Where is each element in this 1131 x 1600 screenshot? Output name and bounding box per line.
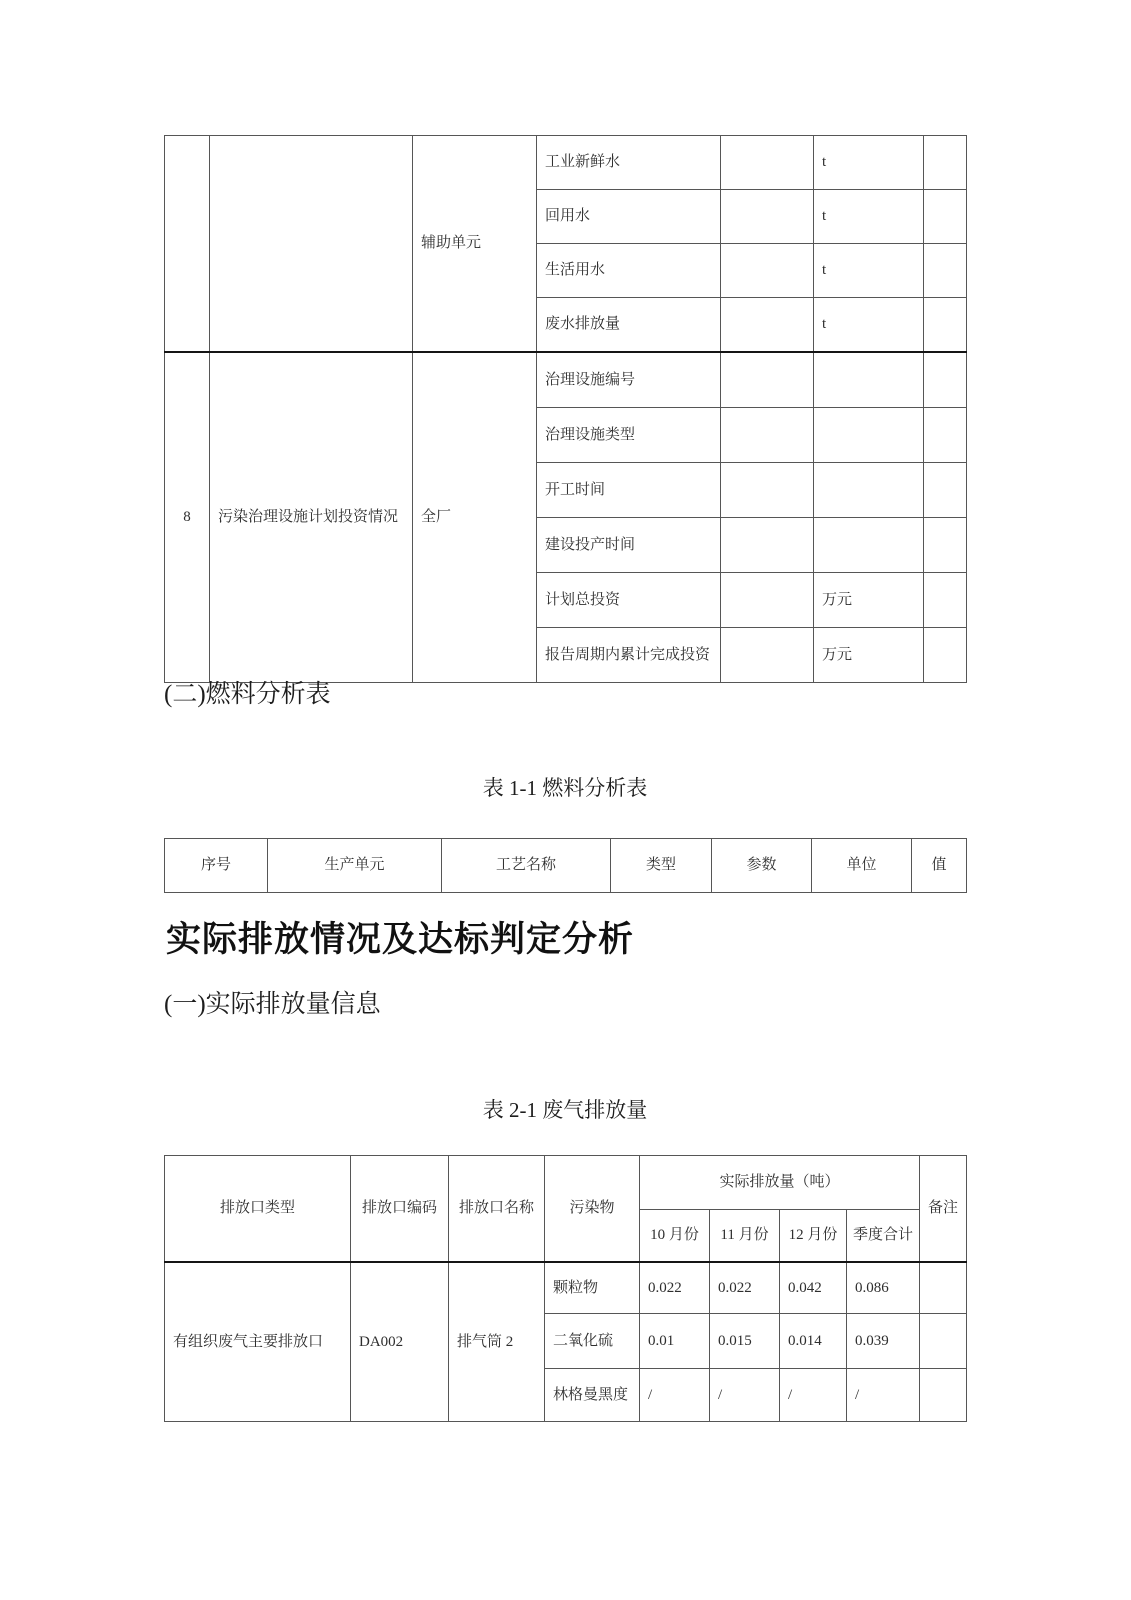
value-cell	[721, 136, 814, 190]
unit-cell	[814, 463, 924, 518]
pollutant-cell: 二氧化硫	[545, 1314, 640, 1369]
table-2-1-caption: 表 2-1 废气排放量	[482, 1098, 648, 1122]
note-cell	[924, 573, 967, 628]
unit-cell: t	[814, 136, 924, 190]
header-remark: 备注	[920, 1156, 967, 1263]
table-header-row	[165, 839, 967, 893]
table-row	[165, 1262, 967, 1314]
value-oct-cell: /	[640, 1369, 710, 1422]
value-total-cell: /	[847, 1369, 920, 1422]
item-cell: 回用水	[537, 190, 721, 244]
value-cell	[721, 463, 814, 518]
outlet-name-cell: 排气筒 2	[449, 1262, 545, 1422]
note-cell	[924, 244, 967, 298]
value-cell	[721, 573, 814, 628]
value-nov-cell: /	[710, 1369, 780, 1422]
unit-cell: t	[814, 190, 924, 244]
section-heading-fuel-analysis: (二)燃料分析表	[164, 681, 331, 708]
unit-cell	[814, 408, 924, 463]
unit-scope-cell: 辅助单元	[413, 136, 537, 353]
item-cell: 治理设施类型	[537, 408, 721, 463]
category-cell: 污染治理设施计划投资情况	[210, 352, 413, 683]
index-cell	[165, 136, 210, 353]
header-production-unit: 生产单元	[268, 839, 442, 893]
category-cell	[210, 136, 413, 353]
note-cell	[924, 628, 967, 683]
fuel-analysis-table	[164, 838, 967, 893]
table-row	[165, 352, 967, 408]
value-oct-cell: 0.01	[640, 1314, 710, 1369]
facility-continuation-table	[164, 135, 967, 683]
pollutant-cell: 颗粒物	[545, 1262, 640, 1314]
value-nov-cell: 0.015	[710, 1314, 780, 1369]
value-cell	[721, 298, 814, 353]
remark-cell	[920, 1369, 967, 1422]
note-cell	[924, 408, 967, 463]
note-cell	[924, 190, 967, 244]
header-unit: 单位	[812, 839, 912, 893]
item-cell: 工业新鲜水	[537, 136, 721, 190]
header-month-nov: 11 月份	[710, 1210, 780, 1263]
header-pollutant: 污染物	[545, 1156, 640, 1263]
value-cell	[721, 518, 814, 573]
table-row	[165, 136, 967, 190]
item-cell: 建设投产时间	[537, 518, 721, 573]
value-dec-cell: /	[780, 1369, 847, 1422]
value-cell	[721, 628, 814, 683]
unit-scope-cell: 全厂	[413, 352, 537, 683]
header-process-name: 工艺名称	[442, 839, 611, 893]
value-nov-cell: 0.022	[710, 1262, 780, 1314]
unit-cell: 万元	[814, 628, 924, 683]
unit-cell: t	[814, 244, 924, 298]
section-heading-emission-info: (一)实际排放量信息	[164, 991, 381, 1018]
value-oct-cell: 0.022	[640, 1262, 710, 1314]
outlet-type-cell: 有组织废气主要排放口	[165, 1262, 351, 1422]
header-value: 值	[912, 839, 967, 893]
item-cell: 计划总投资	[537, 573, 721, 628]
item-cell: 生活用水	[537, 244, 721, 298]
unit-cell	[814, 352, 924, 408]
index-cell: 8	[165, 352, 210, 683]
note-cell	[924, 463, 967, 518]
unit-cell: 万元	[814, 573, 924, 628]
remark-cell	[920, 1314, 967, 1369]
header-index: 序号	[165, 839, 268, 893]
unit-cell	[814, 518, 924, 573]
table-1-1-caption: 表 1-1 燃料分析表	[482, 776, 648, 800]
header-type: 类型	[611, 839, 712, 893]
item-cell: 治理设施编号	[537, 352, 721, 408]
value-cell	[721, 190, 814, 244]
header-quarter-total: 季度合计	[847, 1210, 920, 1263]
pollutant-cell: 林格曼黑度	[545, 1369, 640, 1422]
header-outlet-name: 排放口名称	[449, 1156, 545, 1263]
waste-gas-emission-table	[164, 1155, 967, 1422]
table-header-row	[165, 1156, 967, 1210]
item-cell: 开工时间	[537, 463, 721, 518]
outlet-code-cell: DA002	[351, 1262, 449, 1422]
header-outlet-type: 排放口类型	[165, 1156, 351, 1263]
note-cell	[924, 136, 967, 190]
note-cell	[924, 352, 967, 408]
item-cell: 废水排放量	[537, 298, 721, 353]
unit-cell: t	[814, 298, 924, 353]
main-heading-actual-emission: 实际排放情况及达标判定分析	[166, 920, 635, 959]
item-cell: 报告周期内累计完成投资	[537, 628, 721, 683]
value-dec-cell: 0.014	[780, 1314, 847, 1369]
value-dec-cell: 0.042	[780, 1262, 847, 1314]
value-total-cell: 0.086	[847, 1262, 920, 1314]
value-total-cell: 0.039	[847, 1314, 920, 1369]
header-parameter: 参数	[712, 839, 812, 893]
note-cell	[924, 518, 967, 573]
header-month-dec: 12 月份	[780, 1210, 847, 1263]
header-month-oct: 10 月份	[640, 1210, 710, 1263]
header-actual-emission: 实际排放量（吨）	[640, 1156, 920, 1210]
value-cell	[721, 244, 814, 298]
remark-cell	[920, 1262, 967, 1314]
header-outlet-code: 排放口编码	[351, 1156, 449, 1263]
value-cell	[721, 352, 814, 408]
value-cell	[721, 408, 814, 463]
note-cell	[924, 298, 967, 353]
